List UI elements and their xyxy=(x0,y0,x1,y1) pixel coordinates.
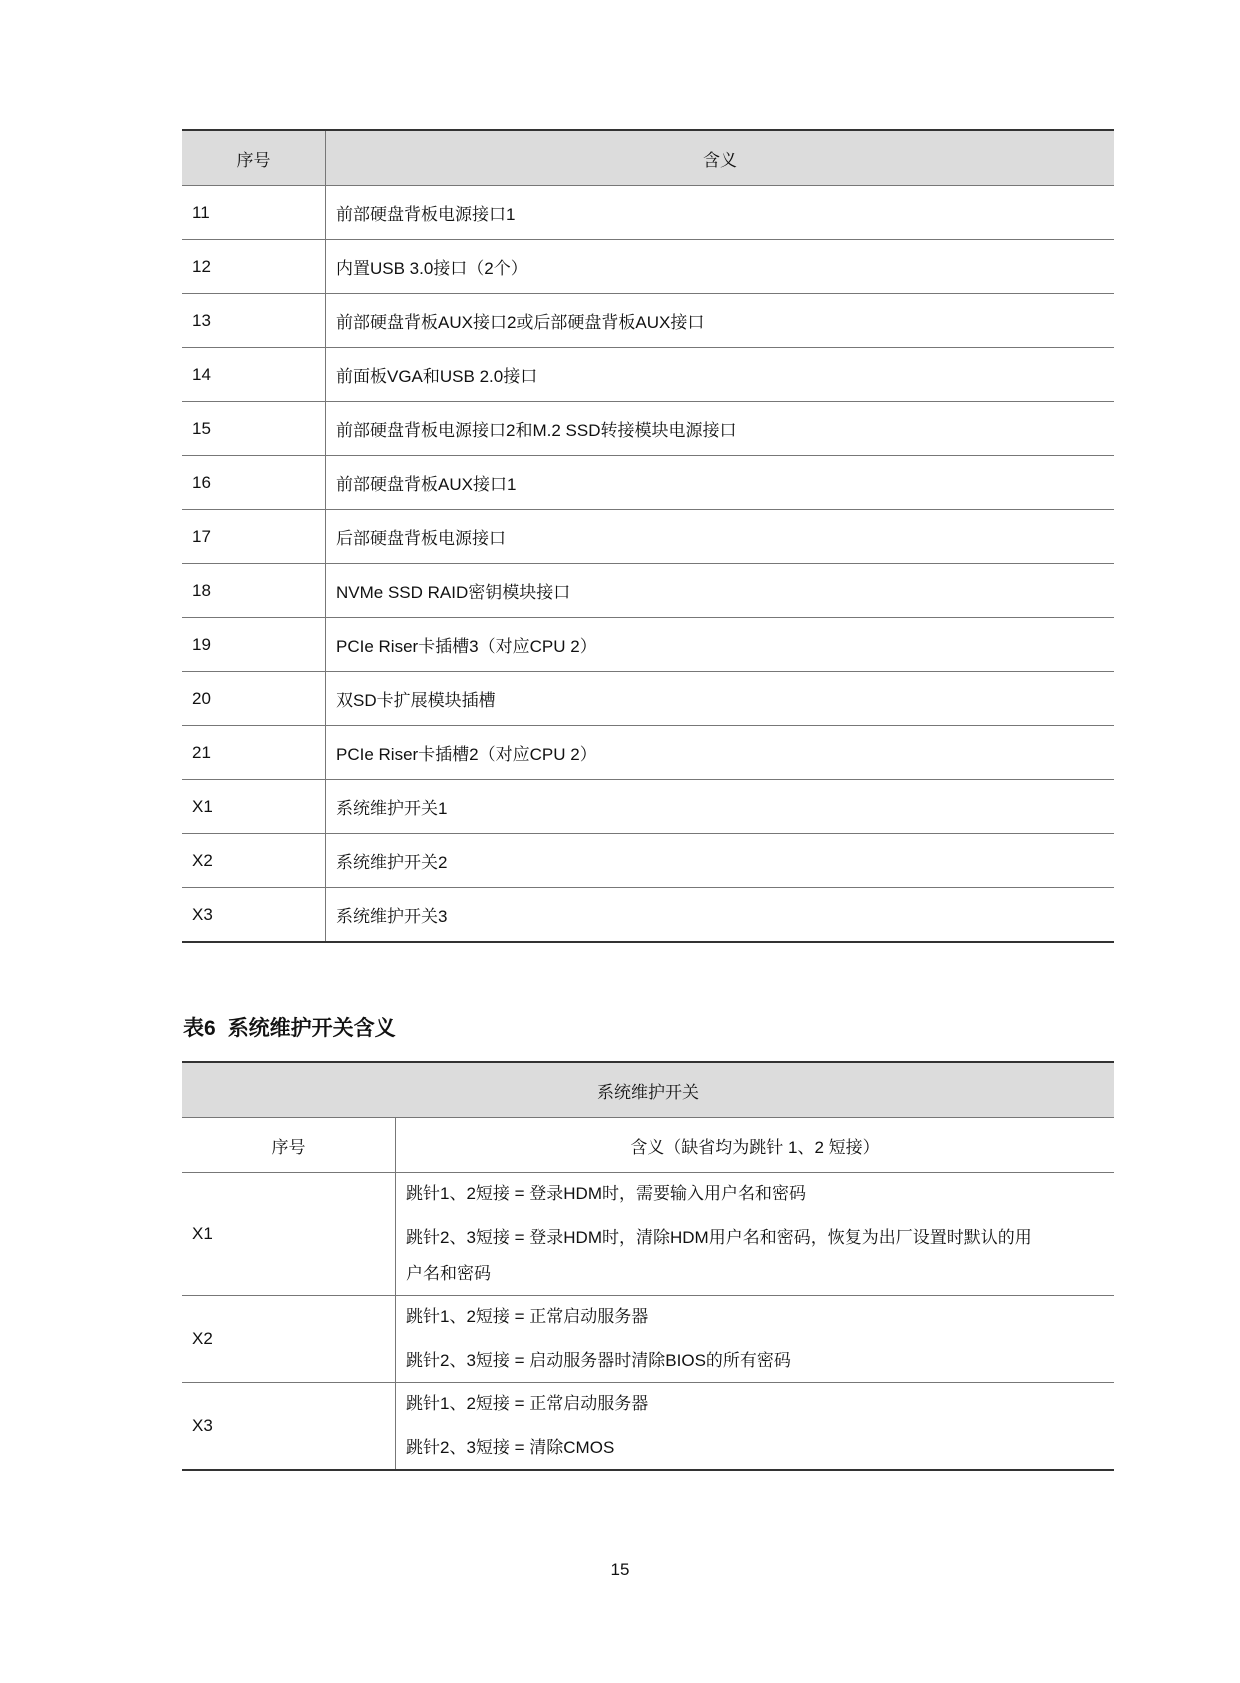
header-meaning: 含义（缺省均为跳针 1、2 短接） xyxy=(396,1118,1115,1173)
table-caption xyxy=(183,1012,396,1042)
row-meaning: 前部硬盘背板AUX接口1 xyxy=(326,456,1115,510)
row-id: X2 xyxy=(182,834,326,888)
row-id: 18 xyxy=(182,564,326,618)
table-row xyxy=(182,402,1114,456)
table-row xyxy=(182,618,1114,672)
meaning-line: 跳针2、3短接 = 登录HDM时，清除HDM用户名和密码，恢复为出厂设置时默认的用 xyxy=(406,1228,1032,1247)
row-meaning: 系统维护开关2 xyxy=(326,834,1115,888)
row-id: 15 xyxy=(182,402,326,456)
row-id: 16 xyxy=(182,456,326,510)
meaning-line: 跳针1、2短接 = 登录HDM时，需要输入用户名和密码 xyxy=(406,1184,806,1203)
row-id: 19 xyxy=(182,618,326,672)
table-title-row xyxy=(182,1062,1114,1118)
row-meaning xyxy=(396,1296,1115,1383)
table-row xyxy=(182,834,1114,888)
row-id: X2 xyxy=(182,1296,396,1383)
caption-number: 表6 xyxy=(183,1017,216,1040)
table-row xyxy=(182,1383,1114,1471)
row-id: X3 xyxy=(182,1383,396,1471)
table-header-row xyxy=(182,130,1114,186)
table-row xyxy=(182,510,1114,564)
table-header-row xyxy=(182,1118,1114,1173)
row-meaning: 系统维护开关1 xyxy=(326,780,1115,834)
row-meaning: 前部硬盘背板AUX接口2或后部硬盘背板AUX接口 xyxy=(326,294,1115,348)
header-id: 序号 xyxy=(182,1118,396,1173)
port-meaning-table xyxy=(182,129,1114,943)
table-row xyxy=(182,456,1114,510)
row-meaning: PCIe Riser卡插槽2（对应CPU 2） xyxy=(326,726,1115,780)
row-id: 17 xyxy=(182,510,326,564)
row-id: X3 xyxy=(182,888,326,943)
table-row xyxy=(182,186,1114,240)
table-row xyxy=(182,780,1114,834)
row-id: X1 xyxy=(182,780,326,834)
table-row xyxy=(182,1173,1114,1296)
row-id: 12 xyxy=(182,240,326,294)
row-id: 21 xyxy=(182,726,326,780)
row-meaning: 系统维护开关3 xyxy=(326,888,1115,943)
row-meaning: NVMe SSD RAID密钥模块接口 xyxy=(326,564,1115,618)
row-id: 13 xyxy=(182,294,326,348)
row-meaning: 前面板VGA和USB 2.0接口 xyxy=(326,348,1115,402)
caption-title: 系统维护开关含义 xyxy=(227,1017,396,1040)
header-id: 序号 xyxy=(182,130,326,186)
table-row xyxy=(182,348,1114,402)
row-meaning: 内置USB 3.0接口（2个） xyxy=(326,240,1115,294)
meaning-line: 跳针2、3短接 = 清除CMOS xyxy=(406,1438,615,1457)
row-id: 20 xyxy=(182,672,326,726)
header-meaning: 含义 xyxy=(326,130,1115,186)
row-meaning: PCIe Riser卡插槽3（对应CPU 2） xyxy=(326,618,1115,672)
meaning-line: 户名和密码 xyxy=(406,1264,491,1283)
table-row xyxy=(182,888,1114,943)
row-meaning xyxy=(396,1173,1115,1296)
table-row xyxy=(182,240,1114,294)
meaning-line: 跳针1、2短接 = 正常启动服务器 xyxy=(406,1394,649,1413)
table-title: 系统维护开关 xyxy=(182,1062,1114,1118)
table-row xyxy=(182,726,1114,780)
row-meaning: 后部硬盘背板电源接口 xyxy=(326,510,1115,564)
meaning-line: 跳针1、2短接 = 正常启动服务器 xyxy=(406,1307,649,1326)
row-meaning: 前部硬盘背板电源接口2和M.2 SSD转接模块电源接口 xyxy=(326,402,1115,456)
page-number: 15 xyxy=(610,1560,630,1579)
row-meaning: 前部硬盘背板电源接口1 xyxy=(326,186,1115,240)
row-id: X1 xyxy=(182,1173,396,1296)
table-row xyxy=(182,564,1114,618)
row-meaning xyxy=(396,1383,1115,1471)
row-id: 11 xyxy=(182,186,326,240)
row-id: 14 xyxy=(182,348,326,402)
meaning-line: 跳针2、3短接 = 启动服务器时清除BIOS的所有密码 xyxy=(406,1351,791,1370)
table-row xyxy=(182,294,1114,348)
maintenance-switch-table xyxy=(182,1061,1114,1471)
table-row xyxy=(182,1296,1114,1383)
row-meaning: 双SD卡扩展模块插槽 xyxy=(326,672,1115,726)
table-row xyxy=(182,672,1114,726)
